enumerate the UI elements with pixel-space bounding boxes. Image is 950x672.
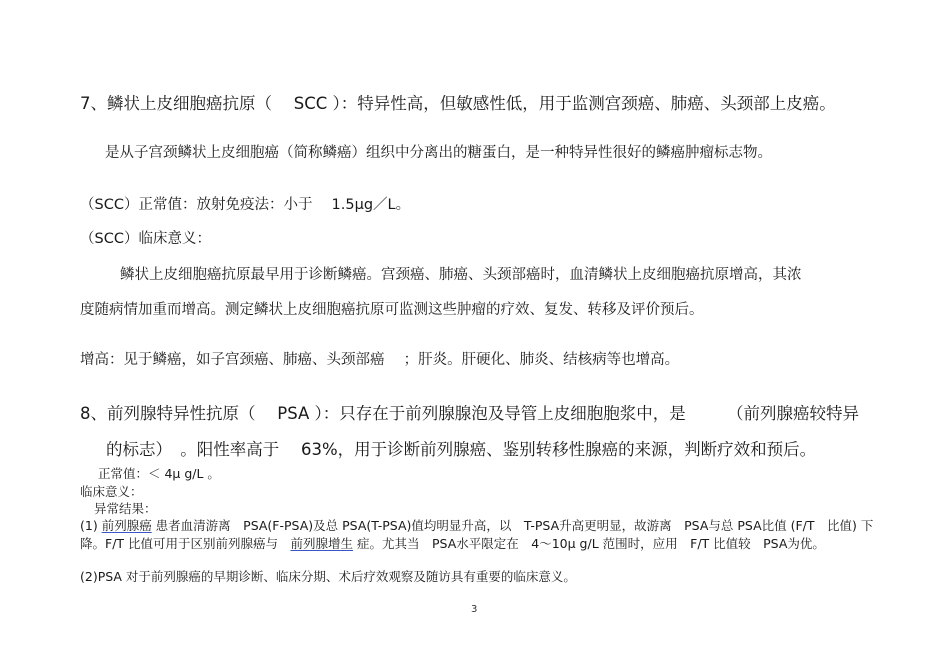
item1-text: 患者血清游离 PSA(F-PSA)及总 PSA(T-PSA)值均明显升高，以 T-PSA升高更明显，故游离 PSA与总 PSA比值 (F/T 比值) 下 bbox=[151, 518, 874, 533]
psa-heading-line2: 的标志） 。阳性率高于 63%，用于诊断前列腺癌、鉴别转移性腺癌的来源，判断疗效和预后。 bbox=[106, 440, 817, 459]
scc-elevated-conditions: 增高：见于鳞癌，如子宫颈癌、肺癌、头颈部癌 ；肝炎。肝硬化、肺炎、结核病等也增高。 bbox=[80, 352, 680, 368]
item1-text-cont: 降。F/T 比值可用于区别前列腺癌与 bbox=[80, 536, 291, 551]
scc-clinical-para-line1: 鳞状上皮细胞癌抗原最早用于诊断鳞癌。宫颈癌、肺癌、头颈部癌时，血清鳞状上皮细胞癌抗原增高，其浓 bbox=[120, 267, 802, 283]
scc-clinical-para-line2: 度随病情加重而增高。测定鳞状上皮细胞癌抗原可监测这些肿瘤的疗效、复发、转移及评价预后。 bbox=[80, 302, 704, 318]
psa-clinical-label: 临床意义： bbox=[80, 484, 143, 499]
prostate-cancer-link[interactable]: 前列腺癌 bbox=[101, 518, 152, 533]
scc-description: 是从子宫颈鳞状上皮细胞癌（简称鳞癌）组织中分离出的糖蛋白，是一种特异性很好的鳞癌肿瘤标志物。 bbox=[105, 145, 772, 161]
psa-normal-value: 正常值：＜ 4μ g/L 。 bbox=[98, 466, 220, 481]
psa-heading-line1: 8、前列腺特异性抗原（ PSA ）：只存在于前列腺腺泡及导管上皮细胞胞浆中，是 （前列腺癌较特异 bbox=[80, 404, 860, 423]
scc-heading: 7、鳞状上皮细胞癌抗原（ SCC ）：特异性高，但敏感性低，用于监测宫颈癌、肺癌、头颈部上皮癌。 bbox=[80, 94, 836, 113]
item1-prefix: (1) bbox=[80, 518, 102, 533]
scc-normal-value: （SCC）正常值：放射免疫法：小于 1.5μg／L。 bbox=[80, 197, 411, 213]
psa-abnormal-item1-line2 bbox=[80, 534, 825, 552]
psa-abnormal-label: 异常结果： bbox=[94, 501, 157, 516]
prostate-hyperplasia-link[interactable]: 前列腺增生 bbox=[290, 536, 354, 551]
psa-abnormal-item1-line1 bbox=[80, 516, 873, 534]
scc-clinical-label: （SCC）临床意义： bbox=[80, 231, 211, 247]
page-number: 3 bbox=[471, 604, 478, 615]
psa-abnormal-item2: (2)PSA 对于前列腺癌的早期诊断、临床分期、术后疗效观察及随访具有重要的临床意义。 bbox=[80, 569, 576, 584]
item1-text-end: 症。尤其当 PSA水平限定在 4～10μ g/L 范围时，应用 F/T 比值较 PSA为优。 bbox=[353, 536, 825, 551]
